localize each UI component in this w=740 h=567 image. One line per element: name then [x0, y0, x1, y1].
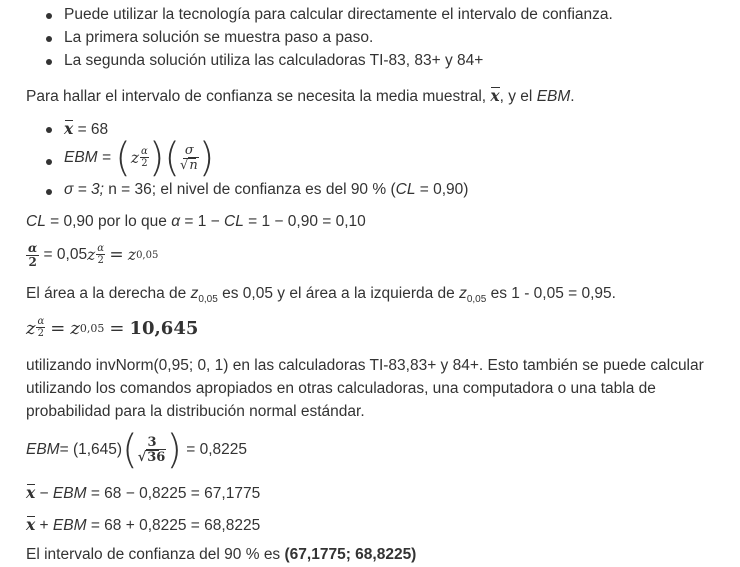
bullet-dot	[46, 127, 52, 133]
bullet-dot	[46, 36, 52, 42]
bullet-dot	[46, 189, 52, 195]
intro-line: Para hallar el intervalo de confianza se necesita la media muestral, x, y el EBM.	[26, 86, 575, 105]
given-sigma-n: σ = 3; n = 36; el nivel de confianza es del 90 % (CL = 0,90)	[64, 181, 469, 198]
bullet-item: La segunda solución utiliza las calculadoras TI-83, 83+ y 84+	[64, 52, 484, 69]
area-line: El área a la derecha de $z_{0,05}$ es 0,05 y el área a la izquierda de $z_{0,05}$ es 1 - 0,05 = 0,95.	[26, 285, 616, 305]
bullet-item: Puede utilizar la tecnología para calcular directamente el intervalo de confianza.	[64, 6, 613, 23]
confidence-interval: (67,1775; 68,8225)	[284, 546, 417, 563]
paragraph-line: utilizando invNorm(0,95; 0, 1) en las calculadoras TI-83,83+ y 84+. Esto también se puede calcular	[26, 357, 704, 374]
bullet-dot	[46, 59, 52, 65]
xbar-symbol: x	[490, 86, 500, 105]
conclusion-line: El intervalo de confianza del 90 % es (67,1775; 68,8225)	[26, 546, 417, 563]
bullet-dot	[46, 13, 52, 19]
cl-line: CL = 0,90 por lo que α = 1 − CL = 1 − 0,90 = 0,10	[26, 213, 366, 230]
upper-bound-line: x + EBM = 68 + 0,8225 = 68,8225	[26, 515, 261, 534]
bullet-dot	[46, 159, 52, 165]
given-ebm-formula: EBM = ( z $\frac{\alpha}{2}$ ) ( $\frac{\sigma}{√n}$ )	[64, 135, 215, 181]
bullet-item: La primera solución se muestra paso a paso.	[64, 29, 374, 46]
ebm-calc-line: EBM = (1,645) ( $\frac{3}{√36}$ ) = 0,8225	[26, 427, 248, 473]
given-xbar: x = 68	[64, 119, 109, 138]
paragraph-line: probabilidad para la distribución normal estándar.	[26, 403, 365, 420]
paragraph-line: utilizando los comandos apropiados en otras calculadoras, una computadora o una tabla de	[26, 380, 656, 397]
alpha-half-line: $\frac{\alpha}{2}$ = 0,05 z $\frac{\alpha}{2}$ = z 0,05	[28, 240, 159, 269]
z-value-line: z $\frac{\alpha}{2}$ = z 0,05 = 10,645	[26, 316, 199, 339]
lower-bound-line: x − EBM = 68 − 0,8225 = 67,1775	[26, 483, 261, 502]
